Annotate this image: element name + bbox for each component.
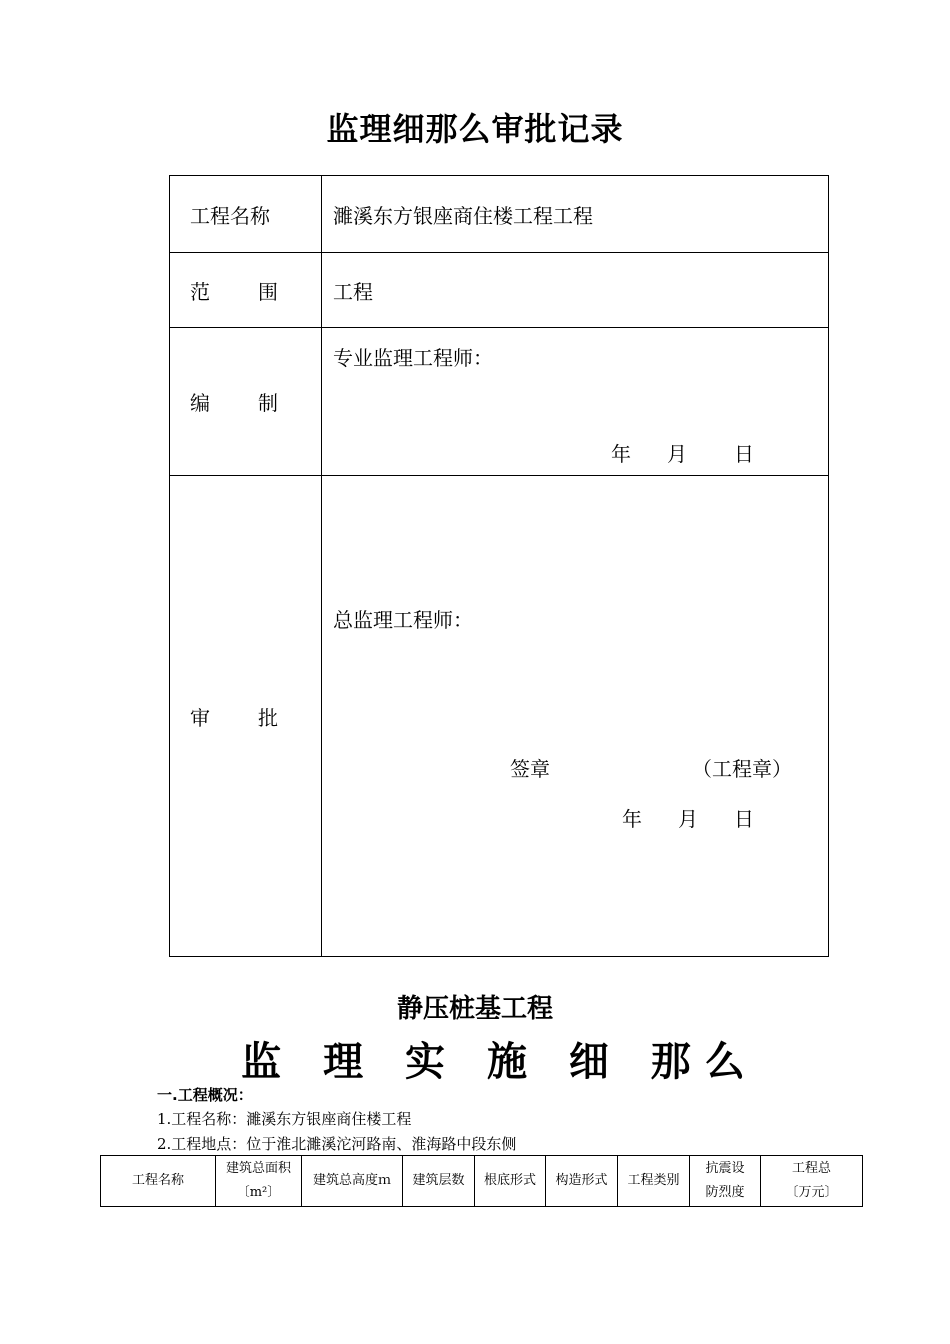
page-title: 监理细那么审批记录 — [326, 110, 624, 148]
section-heading: 一.工程概况： — [157, 1086, 253, 1104]
table-row — [170, 328, 829, 476]
compile-label-char: 编 — [190, 391, 210, 415]
chief-engineer-label: 总监理工程师： — [333, 608, 473, 632]
compile-date-year: 年 — [611, 442, 631, 466]
header-cell: 工程总 〔万元〕 — [761, 1156, 863, 1207]
project-seal-label: （工程章） — [692, 757, 792, 781]
approve-label-char: 审 — [190, 705, 210, 730]
overview-table — [100, 1155, 863, 1207]
approve-date-day: 日 — [734, 807, 754, 831]
header-cell: 根底形式 — [475, 1156, 546, 1207]
approve-label-char: 批 — [258, 705, 278, 730]
header-cell: 抗震设 防烈度 — [690, 1156, 761, 1207]
scope-label-char: 范 — [190, 279, 210, 304]
approve-label — [170, 476, 322, 957]
approve-date-year: 年 — [622, 807, 642, 831]
compile-label-char: 制 — [258, 391, 278, 415]
header-cell: 工程名称 — [101, 1156, 216, 1207]
approve-date-month: 月 — [678, 807, 698, 831]
header-cell: 构造形式 — [546, 1156, 618, 1207]
approve-cell — [322, 476, 829, 957]
overview-line: 2.工程地点：位于淮北濉溪沱河路南、淮海路中段东侧 — [157, 1135, 517, 1153]
table-row — [170, 253, 829, 328]
scope-label — [170, 253, 322, 328]
specialist-engineer-label: 专业监理工程师： — [333, 346, 493, 370]
approval-record-table — [169, 175, 829, 957]
compile-date-day: 日 — [734, 442, 754, 466]
table-row — [170, 176, 829, 253]
table-row — [170, 476, 829, 957]
project-name-value: 濉溪东方银座商住楼工程工程 — [322, 176, 829, 253]
project-name-label: 工程名称 — [170, 176, 322, 253]
header-cell: 建筑层数 — [403, 1156, 475, 1207]
table-header-row — [101, 1156, 863, 1207]
signature-label: 签章 — [510, 757, 550, 781]
header-cell: 建筑总高度ｍ — [302, 1156, 403, 1207]
compile-date-month: 月 — [667, 442, 687, 466]
compile-label — [170, 328, 322, 476]
scope-label-char: 围 — [258, 279, 278, 304]
header-cell: 建筑总面积 〔m²〕 — [216, 1156, 302, 1207]
main-title: 监 理 实 施 细 那么 — [241, 1038, 759, 1085]
scope-value: 工程 — [322, 253, 829, 328]
header-cell: 工程类别 — [618, 1156, 690, 1207]
overview-line: 1.工程名称：濉溪东方银座商住楼工程 — [157, 1110, 412, 1128]
compile-cell — [322, 328, 829, 476]
subtitle: 静压桩基工程 — [396, 994, 553, 1024]
